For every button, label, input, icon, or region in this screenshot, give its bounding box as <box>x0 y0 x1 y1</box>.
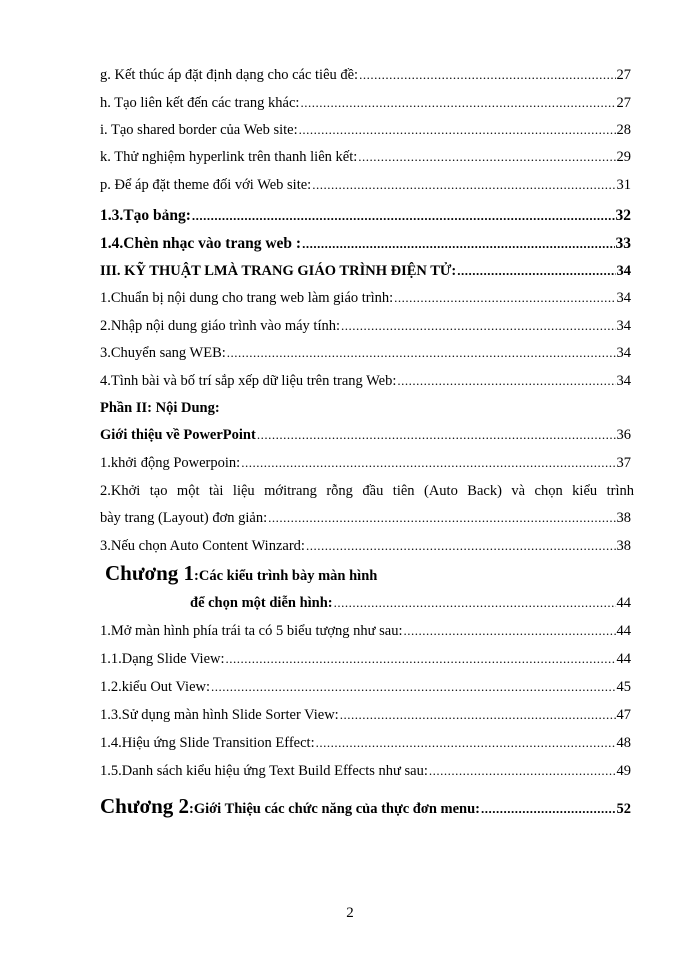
dot-leader <box>227 343 616 363</box>
toc-entry-label: 1.4.Chèn nhạc vào trang web : <box>100 235 302 252</box>
dot-leader <box>241 453 615 473</box>
toc-entry <box>100 65 631 85</box>
toc-entry-label: 1.1.Dạng Slide View: <box>100 651 225 667</box>
toc-entry-page: 52 <box>616 801 631 817</box>
dot-leader <box>358 147 615 167</box>
section-heading <box>100 398 631 418</box>
toc-entry-page: 28 <box>616 122 631 138</box>
toc-entry-label: p. Để áp đặt theme đối với Web site: <box>100 177 312 193</box>
toc-entry <box>100 147 631 167</box>
toc-entry-page: 33 <box>615 235 631 252</box>
toc-entry <box>100 261 631 281</box>
toc-entry <box>100 733 631 753</box>
toc-entry-label: 1.Mở màn hình phía trái ta có 5 biểu tượng như sau: <box>100 623 403 639</box>
toc-entry-label: 2.Nhập nội dung giáo trình vào máy tính: <box>100 318 341 334</box>
dot-leader <box>306 536 616 556</box>
chapter-heading <box>105 560 377 589</box>
toc-entry-label: III. KỸ THUẬT LMÀ TRANG GIÁO TRÌNH ĐIỆN TỬ: <box>100 263 457 279</box>
dot-leader <box>226 649 616 669</box>
toc-entry-page: 38 <box>616 510 631 526</box>
toc-entry-page: 34 <box>616 290 631 306</box>
toc-entry-label: Giới thiệu về PowerPoint <box>100 427 256 443</box>
toc-entry-label: 1.5.Danh sách kiểu hiệu ứng Text Build Effects như sau: <box>100 763 428 779</box>
dot-leader <box>403 621 615 641</box>
toc-entry-page: 48 <box>616 735 631 751</box>
toc-entry-wrapped-first-line <box>100 481 634 501</box>
toc-entry-page: 34 <box>616 263 631 279</box>
toc-entry-label: 1.Chuẩn bị nội dung cho trang web làm giáo trình: <box>100 290 394 306</box>
dot-leader <box>316 733 616 753</box>
toc-entry-label: k. Thử nghiệm hyperlink trên thanh liên kết: <box>100 149 358 165</box>
toc-entry <box>100 234 631 254</box>
dot-leader <box>299 120 616 140</box>
toc-entry-label: 1.3.Tạo bảng: <box>100 207 191 224</box>
chapter-heading <box>100 793 631 822</box>
toc-entry-page: 38 <box>616 538 631 554</box>
toc-entry <box>190 593 631 613</box>
toc-entry-page: 44 <box>616 623 631 639</box>
toc-entry-page: 34 <box>616 373 631 389</box>
toc-entry-page: 31 <box>616 177 631 193</box>
dot-leader <box>192 206 615 226</box>
toc-entry-label: 4.Tình bài và bố trí sắp xếp dữ liệu trên trang Web: <box>100 373 397 389</box>
dot-leader <box>257 425 616 445</box>
chapter-label: Chương 2 <box>100 794 190 818</box>
toc-entry-page: 27 <box>616 95 631 111</box>
toc-entry-label: 1.4.Hiệu ứng Slide Transition Effect: <box>100 735 315 751</box>
toc-entry-page: 36 <box>616 427 631 443</box>
toc-entry-label: 3.Chuyển sang WEB: <box>100 345 226 361</box>
dot-leader <box>457 261 615 281</box>
toc-entry-page: 29 <box>616 149 631 165</box>
toc-entry <box>100 288 631 308</box>
chapter-label: Chương 1 <box>105 561 195 585</box>
toc-entry <box>100 621 631 641</box>
toc-entry-label: 3.Nếu chọn Auto Content Winzard: <box>100 538 305 554</box>
toc-entry <box>100 206 631 226</box>
chapter-heading-text <box>100 793 480 822</box>
toc-entry <box>100 536 631 556</box>
chapter-title: :Các kiểu trình bày màn hình <box>194 568 378 584</box>
dot-leader <box>394 288 615 308</box>
toc-entry-page: 32 <box>615 207 631 224</box>
toc-entry <box>100 175 631 195</box>
toc-entry-label: h. Tạo liên kết đến các trang khác: <box>100 95 300 111</box>
toc-entry <box>100 93 631 113</box>
dot-leader <box>429 761 616 781</box>
toc-entry <box>100 425 631 445</box>
toc-entry-page: 47 <box>616 707 631 723</box>
toc-entry-page: 34 <box>616 345 631 361</box>
toc-entry <box>100 705 631 725</box>
toc-entry <box>100 316 631 336</box>
toc-entry-label: để chọn một diễn hình: <box>190 595 333 611</box>
dot-leader <box>312 175 615 195</box>
dot-leader <box>340 705 616 725</box>
dot-leader <box>302 234 614 254</box>
toc-entry <box>100 677 631 697</box>
toc-entry-page: 45 <box>616 679 631 695</box>
dot-leader <box>334 593 616 613</box>
toc-entry <box>100 761 631 781</box>
toc-entry-label: 2.Khởi tạo một tài liệu mớitrang rỗng đầu tiên (Auto Back) và chọn kiểu trình <box>100 483 634 499</box>
toc-entry-label: 1.3.Sử dụng màn hình Slide Sorter View: <box>100 707 339 723</box>
dot-leader <box>481 796 615 822</box>
toc-entry <box>100 120 631 140</box>
toc-entry-page: 44 <box>616 595 631 611</box>
page-number: 2 <box>346 905 354 921</box>
dot-leader <box>359 65 615 85</box>
toc-entry-label: 1.khởi động Powerpoin: <box>100 455 241 471</box>
section-heading-label: Phần II: Nội Dung: <box>100 400 220 416</box>
dot-leader <box>300 93 615 113</box>
toc-entry <box>100 343 631 363</box>
toc-entry <box>100 371 631 391</box>
toc-entry-continuation: bày trang (Layout) đơn giản: <box>100 510 268 526</box>
dot-leader <box>341 316 615 336</box>
toc-entry-label: g. Kết thúc áp đặt định dạng cho các tiêu đề: <box>100 67 359 83</box>
toc-entry-label: 1.2.kiểu Out View: <box>100 679 211 695</box>
toc-entry <box>100 508 631 528</box>
chapter-title: :Giới Thiệu các chức năng của thực đơn menu: <box>189 801 481 817</box>
toc-entry-page: 37 <box>616 455 631 471</box>
toc-entry-page: 44 <box>616 651 631 667</box>
toc-entry <box>100 453 631 473</box>
toc-entry-page: 49 <box>616 763 631 779</box>
toc-entry-label: i. Tạo shared border của Web site: <box>100 122 298 138</box>
toc-entry-page: 27 <box>616 67 631 83</box>
dot-leader <box>397 371 615 391</box>
dot-leader <box>211 677 615 697</box>
toc-entry-page: 34 <box>616 318 631 334</box>
dot-leader <box>268 508 615 528</box>
toc-entry <box>100 649 631 669</box>
